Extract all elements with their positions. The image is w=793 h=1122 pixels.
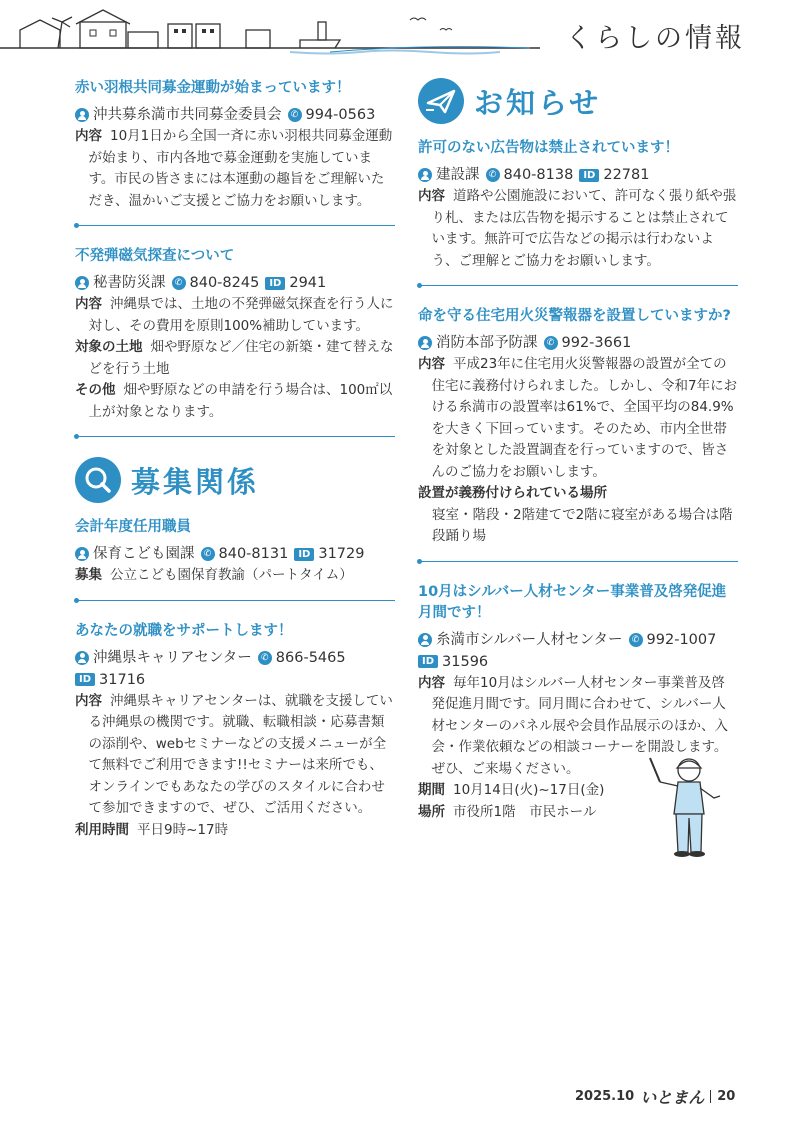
- person-icon: [418, 633, 432, 647]
- article-row: [75, 337, 395, 380]
- phone-icon: ✆: [288, 108, 302, 122]
- article-fiscal-staff: [75, 517, 395, 587]
- contact-line: [418, 164, 738, 186]
- divider: [75, 600, 395, 601]
- row-text: 沖縄県キャリアセンターは、就職を支援している沖縄県の機関です。就職、転職相談・応募書類の添削や、webセミナーなどの支援メニューが全て無料でご利用できます!!セミナーは来所でも、オンラインでもあなたの学びのスタイルに合わせて参加できますので、ぜひ、ご活用ください。: [88, 692, 393, 816]
- contact-id[interactable]: 31716: [99, 671, 146, 688]
- article-row: [418, 186, 738, 272]
- article-row: [75, 691, 395, 820]
- id-search-icon: ID: [418, 655, 438, 668]
- id-search-icon: ID: [75, 673, 95, 686]
- person-icon: [75, 108, 89, 122]
- footer-logo: いとまん: [640, 1088, 705, 1107]
- contact-line: [418, 629, 738, 673]
- contact-org: 消防本部予防課: [436, 335, 538, 351]
- row-label: 内容: [75, 128, 102, 144]
- page-footer: [575, 1085, 735, 1108]
- contact-phone[interactable]: 840-8245: [189, 275, 260, 291]
- contact-id[interactable]: 22781: [603, 167, 650, 183]
- article-row: [75, 380, 395, 423]
- phone-icon: ✆: [486, 168, 500, 182]
- row-text: 平成23年に住宅用火災警報器の設置が全ての住宅に義務付けられました。しかし、令和7年における糸満市の設置率は61%で、全国平均の84.9%を大きく下回っています。そのため、市内全世帯を対象とした設置調査を行っていますので、皆さんのご協力をお願いします。: [431, 356, 738, 480]
- right-column: [418, 78, 738, 823]
- divider: [418, 561, 738, 562]
- contact-phone[interactable]: 840-8138: [503, 167, 574, 183]
- row-text: 畑や野原などの申請を行う場合は、100㎡以上が対象となります。: [88, 382, 393, 420]
- contact-org: 保育こども園課: [93, 546, 195, 562]
- section-heading-text: 募集関係: [131, 464, 260, 499]
- contact-id[interactable]: 31596: [442, 653, 489, 670]
- paper-plane-icon: [418, 78, 464, 124]
- article-title: 赤い羽根共同募金運動が始まっています！: [75, 80, 351, 96]
- section-heading-text: お知らせ: [474, 85, 602, 120]
- row-label: 期間: [418, 782, 445, 798]
- phone-icon: ✆: [172, 276, 186, 290]
- person-icon: [75, 651, 89, 665]
- phone-icon: ✆: [544, 336, 558, 350]
- contact-org: 糸満市シルバー人材センター: [436, 631, 623, 648]
- article-title: 命を守る住宅用火災警報器を設置していますか?: [418, 308, 731, 324]
- article-fire-alarm: [418, 306, 738, 548]
- row-label: 内容: [418, 188, 445, 204]
- page-header: [0, 0, 793, 70]
- contact-phone[interactable]: 866-5465: [275, 649, 346, 666]
- article-subheading: 設置が義務付けられている場所: [418, 485, 607, 501]
- contact-phone[interactable]: 994-0563: [305, 107, 376, 123]
- article-row: [75, 565, 395, 587]
- article-illegal-ads: [418, 138, 738, 272]
- contact-line: [418, 332, 738, 354]
- worker-illustration: [642, 752, 732, 862]
- row-label: 募集: [75, 567, 102, 583]
- row-label: 内容: [75, 296, 102, 312]
- page-header-title: くらしの情報: [565, 23, 745, 54]
- article-title: 不発弾磁気探査について: [75, 248, 235, 264]
- divider: [418, 285, 738, 286]
- footer-date: 2025.10: [575, 1089, 635, 1104]
- article-career-center: [75, 621, 395, 842]
- divider: [75, 436, 395, 437]
- phone-icon: ✆: [629, 633, 643, 647]
- contact-org: 建設課: [436, 167, 480, 183]
- article-row: [75, 126, 395, 212]
- divider: [75, 225, 395, 226]
- contact-phone[interactable]: 992-3661: [561, 335, 632, 351]
- row-text: 道路や公園施設において、許可なく張り紙や張り札、または広告物を掲示することは禁止されています。無許可で広告などの掲示は行わないよう、ご理解とご協力をお願いします。: [431, 188, 737, 269]
- article-title: 10月はシルバー人材センター事業普及啓発促進月間です！: [418, 583, 727, 621]
- phone-icon: ✆: [258, 651, 272, 665]
- contact-phone[interactable]: 840-8131: [218, 546, 289, 562]
- contact-org: 秘書防災課: [93, 275, 166, 291]
- row-text: 毎年10月はシルバー人材センター事業普及啓発促進月間です。同月間に合わせて、シルバー人材センターのパネル展や会員作品展示のほか、入会・作業依頼などの相談コーナーを開設します。ぜひ、ご来場ください。: [431, 674, 728, 777]
- article-row: [418, 354, 738, 483]
- contact-phone[interactable]: 992-1007: [646, 631, 717, 648]
- row-text: 公立こども園保育教諭（パートタイム）: [110, 567, 353, 583]
- contact-line: [75, 647, 395, 691]
- section-heading-notices: [418, 78, 738, 124]
- row-label: 利用時間: [75, 821, 129, 838]
- contact-line: [75, 272, 395, 294]
- row-label: 内容: [418, 356, 445, 372]
- footer-divider: [710, 1090, 711, 1103]
- row-text: 市役所1階 市民ホール: [453, 803, 597, 820]
- contact-org: 沖共募糸満市共同募金委員会: [93, 107, 282, 123]
- row-text: 10月14日(火)~17日(金): [453, 782, 605, 798]
- id-search-icon: ID: [265, 277, 285, 290]
- id-search-icon: ID: [579, 169, 599, 182]
- article-unexploded-ordnance: [75, 246, 395, 423]
- row-label: 対象の土地: [75, 339, 143, 355]
- row-text: 畑や野原など／住宅の新築・建て替えなどを行う土地: [88, 339, 394, 377]
- page-number: 20: [717, 1089, 736, 1104]
- article-title: 会計年度任用職員: [75, 519, 191, 535]
- contact-line: [75, 104, 395, 126]
- row-text: 10月1日から全国一斉に赤い羽根共同募金運動が始まり、市内各地で募金運動を実施しています。市民の皆さまには本運動の趣旨をご理解いただき、温かいご支援とご協力をお願いします。: [88, 128, 393, 209]
- article-subtext: 寝室・階段・2階建てで2階に寝室がある場合は階段踊り場: [432, 506, 733, 544]
- phone-icon: ✆: [201, 547, 215, 561]
- row-label: 場所: [418, 803, 445, 820]
- row-label: 内容: [75, 692, 102, 709]
- article-row: [75, 820, 395, 842]
- row-label: 内容: [418, 674, 445, 691]
- person-icon: [75, 276, 89, 290]
- search-icon: [75, 457, 121, 503]
- article-title: あなたの就職をサポートします！: [75, 622, 293, 639]
- contact-id[interactable]: 2941: [289, 275, 327, 291]
- section-heading-recruitment: [75, 457, 395, 503]
- id-search-icon: ID: [294, 548, 314, 561]
- article-red-feather: [75, 78, 395, 212]
- row-text: 沖縄県では、土地の不発弾磁気探査を行う人に対し、その費用を原則100%補助しています。: [88, 296, 394, 334]
- contact-id[interactable]: 31729: [318, 546, 365, 562]
- row-text: 平日9時~17時: [137, 821, 229, 838]
- article-title: 許可のない広告物は禁止されています！: [418, 140, 679, 156]
- row-label: その他: [75, 382, 116, 398]
- contact-org: 沖縄県キャリアセンター: [93, 649, 252, 666]
- person-icon: [418, 336, 432, 350]
- left-column: [75, 78, 395, 841]
- contact-line: [75, 543, 395, 565]
- person-icon: [75, 547, 89, 561]
- article-row: [75, 294, 395, 337]
- person-icon: [418, 168, 432, 182]
